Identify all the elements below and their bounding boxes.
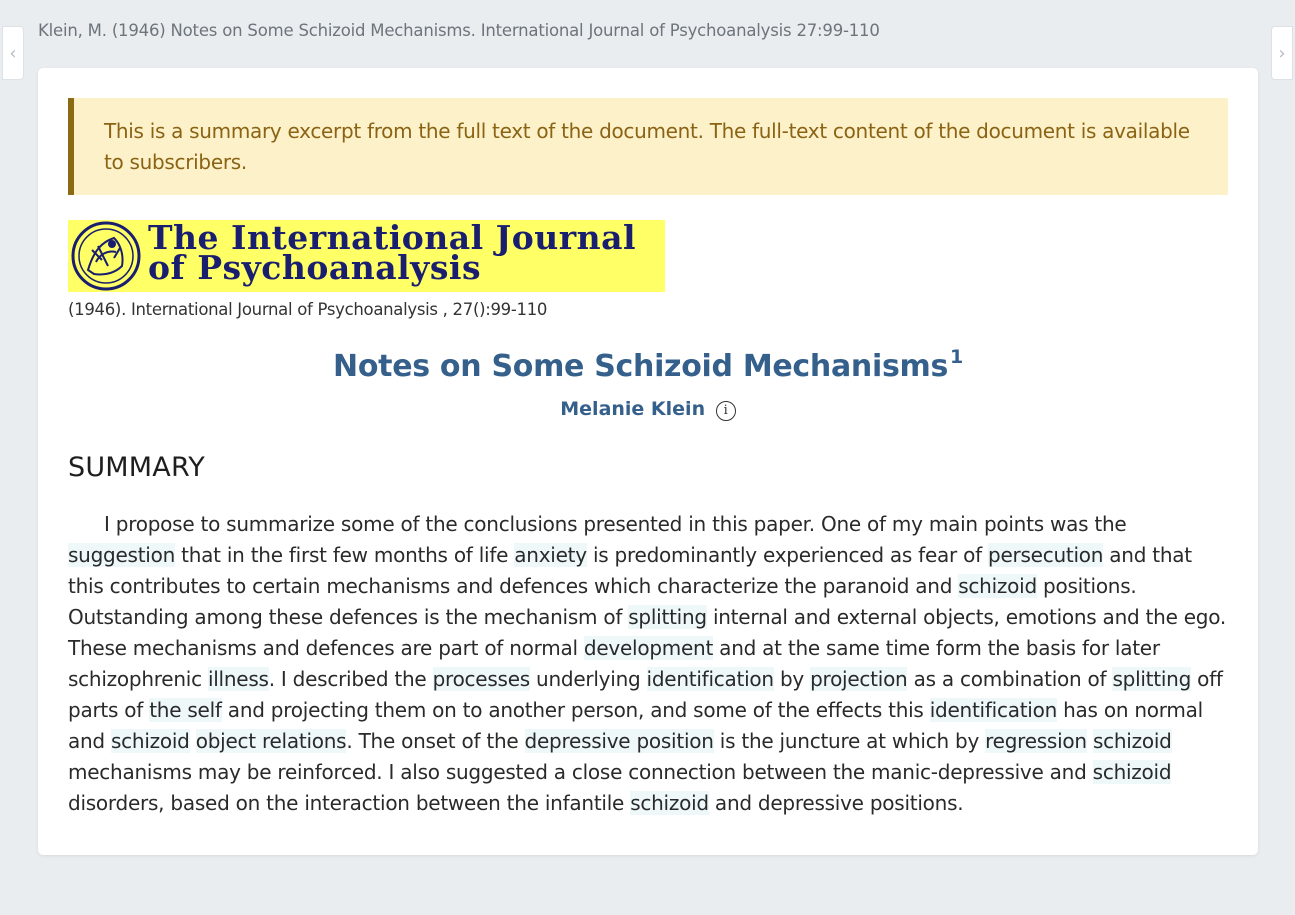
author-name[interactable]: Melanie Klein [560, 398, 706, 420]
journal-banner-line-1: The International Journal [148, 218, 637, 257]
summary-text [190, 729, 196, 753]
highlighted-term: identification [929, 698, 1058, 722]
highlighted-term: schizoid [110, 729, 190, 753]
highlighted-term: persecution [988, 543, 1104, 567]
highlighted-term: identification [646, 667, 774, 691]
highlighted-term: development [583, 636, 714, 660]
source-reference: (1946). International Journal of Psychoanalysis , 27():99-110 [68, 300, 548, 319]
highlighted-term: object relations [195, 729, 347, 753]
summary-text: mechanisms may be reinforced. I also suggested a close connection between the manic-depressive and [68, 760, 1093, 784]
journal-banner-line-2: of Psychoanalysis [148, 248, 482, 287]
highlighted-term: splitting [628, 605, 707, 629]
summary-text: . The onset of the [346, 729, 525, 753]
highlighted-term: schizoid [958, 574, 1037, 598]
journal-banner [68, 220, 665, 292]
highlighted-term: projection [810, 667, 908, 691]
highlighted-term: the self [149, 698, 222, 722]
highlighted-term: suggestion [68, 543, 176, 567]
summary-text: and projecting them on to another person, and some of the effects this [221, 698, 930, 722]
summary-text: internal and external objects, emotions and the ego. These mechanisms and defences are part of normal [68, 605, 1226, 660]
summary-text: disorders, based on the interaction between the infantile [68, 791, 631, 815]
summary-text: as a combination of [907, 667, 1113, 691]
previous-article-button[interactable] [2, 26, 24, 80]
highlighted-term: depressive position [524, 729, 714, 753]
summary-text: has on normal and [68, 698, 1203, 753]
summary-text: and at the same time form the basis for later schizophrenic [68, 636, 1160, 691]
summary-heading: SUMMARY [68, 452, 205, 483]
highlighted-term: schizoid [630, 791, 709, 815]
footnote-marker[interactable]: 1 [950, 346, 963, 368]
highlighted-term: processes [432, 667, 530, 691]
summary-text: by [773, 667, 811, 691]
chevron-left-icon: ‹ [9, 42, 17, 64]
summary-text: off parts of [68, 667, 1223, 722]
article-title [38, 346, 1258, 384]
highlighted-term: schizoid [1092, 729, 1172, 753]
document-card [38, 68, 1258, 855]
article-title-text: Notes on Some Schizoid Mechanisms [333, 349, 949, 384]
highlighted-term: regression [985, 729, 1087, 753]
citation-header: Klein, M. (1946) Notes on Some Schizoid Mechanisms. International Journal of Psychoanalysis 27:99-110 [38, 21, 880, 40]
summary-text: and depressive positions. [708, 791, 964, 815]
summary-paragraph [68, 509, 1230, 819]
subscription-notice: This is a summary excerpt from the full text of the document. The full-text content of the document is available to subscribers. [68, 98, 1228, 195]
next-article-button[interactable] [1271, 26, 1293, 80]
summary-text: and that this contributes to certain mechanisms and defences which characterize the paranoid and [68, 543, 1192, 598]
highlighted-term: illness [207, 667, 269, 691]
summary-text: positions. Outstanding among these defences is the mechanism of [68, 574, 1137, 629]
summary-text: is the juncture at which by [713, 729, 986, 753]
chevron-right-icon: › [1278, 42, 1286, 64]
summary-text: I propose to summarize some of the conclusions presented in this paper. One of my main points was the [104, 512, 1127, 536]
summary-text: . I described the [268, 667, 433, 691]
author-line [38, 398, 1258, 421]
highlighted-term: splitting [1112, 667, 1192, 691]
highlighted-term: anxiety [514, 543, 587, 567]
journal-seal-icon [68, 220, 144, 292]
summary-text: underlying [529, 667, 647, 691]
summary-text: that in the first few months of life [175, 543, 515, 567]
info-icon[interactable]: i [716, 401, 736, 421]
highlighted-term: schizoid [1092, 760, 1172, 784]
summary-text: is predominantly experienced as fear of [586, 543, 988, 567]
